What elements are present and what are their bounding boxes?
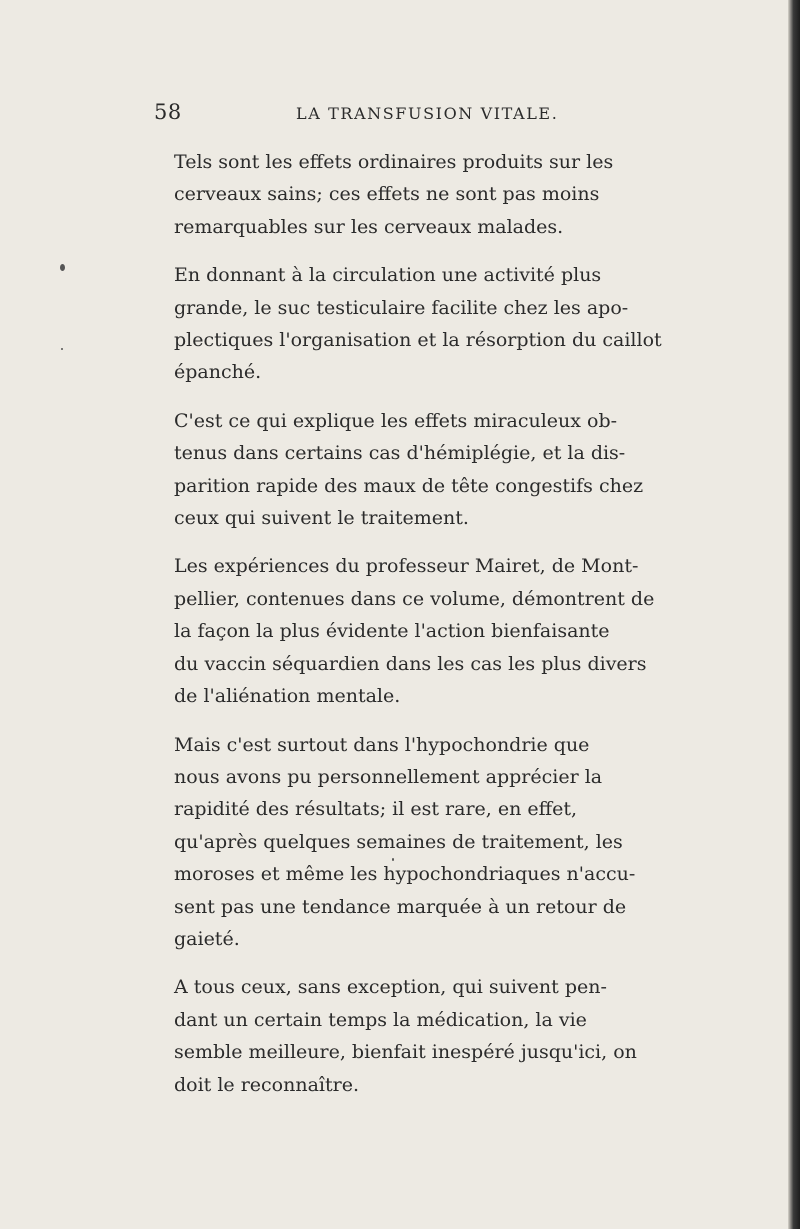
paragraph-6	[174, 971, 694, 1101]
page-number: 58	[154, 100, 182, 124]
text-line: moroses et même les hypochondriaques n'accu-	[174, 863, 636, 886]
text-line: pellier, contenues dans ce volume, démontrent de	[174, 587, 655, 610]
text-line: Les expériences du professeur Mairet, de Mont-	[174, 555, 639, 578]
text-line: tenus dans certains cas d'hémiplégie, et la dis-	[174, 442, 626, 465]
text-line: plectiques l'organisation et la résorption du caillot	[174, 329, 662, 352]
text-line: qu'après quelques semaines de traitement, les	[174, 830, 623, 853]
body-text	[174, 146, 694, 1117]
text-line: de l'aliénation mentale.	[174, 685, 401, 708]
text-line: épanché.	[174, 361, 262, 384]
paragraph-5	[174, 729, 694, 956]
text-line: ceux qui suivent le traitement.	[174, 507, 469, 530]
running-title: LA TRANSFUSION VITALE.	[296, 104, 559, 123]
page-header	[154, 100, 754, 130]
text-line: Mais c'est surtout dans l'hypochondrie que	[174, 733, 590, 756]
text-line: En donnant à la circulation une activité plus	[174, 264, 602, 287]
text-line: rapidité des résultats; il est rare, en effet,	[174, 798, 578, 821]
text-line: nous avons pu personnellement apprécier la	[174, 765, 603, 788]
page-edge-shadow	[788, 0, 800, 1229]
paragraph-3	[174, 405, 694, 535]
text-line: Tels sont les effets ordinaires produits sur les	[174, 151, 614, 173]
text-line: cerveaux sains; ces effets ne sont pas moins	[174, 183, 600, 206]
text-line: du vaccin séquardien dans les cas les plus divers	[174, 652, 647, 675]
text-line: semble meilleure, bienfait inespéré jusqu'ici, on	[174, 1041, 637, 1064]
text-line: dant un certain temps la médication, la vie	[174, 1008, 587, 1031]
ink-speck	[392, 858, 394, 861]
text-line: remarquables sur les cerveaux malades.	[174, 215, 564, 238]
paragraph-1	[174, 146, 694, 243]
text-line: sent pas une tendance marquée à un retour de	[174, 895, 627, 918]
text-line: doit le reconnaître.	[174, 1073, 359, 1096]
text-line: parition rapide des maux de tête congestifs chez	[174, 474, 644, 497]
text-line: grande, le suc testiculaire facilite chez les apo-	[174, 296, 629, 319]
ink-speck	[61, 348, 63, 350]
text-line: gaieté.	[174, 927, 240, 950]
paragraph-2	[174, 259, 694, 389]
text-line: la façon la plus évidente l'action bienfaisante	[174, 620, 610, 643]
text-line: A tous ceux, sans exception, qui suivent pen-	[174, 976, 607, 999]
text-line: C'est ce qui explique les effets miraculeux ob-	[174, 409, 618, 432]
ink-speck	[60, 264, 65, 271]
paragraph-4	[174, 550, 694, 712]
